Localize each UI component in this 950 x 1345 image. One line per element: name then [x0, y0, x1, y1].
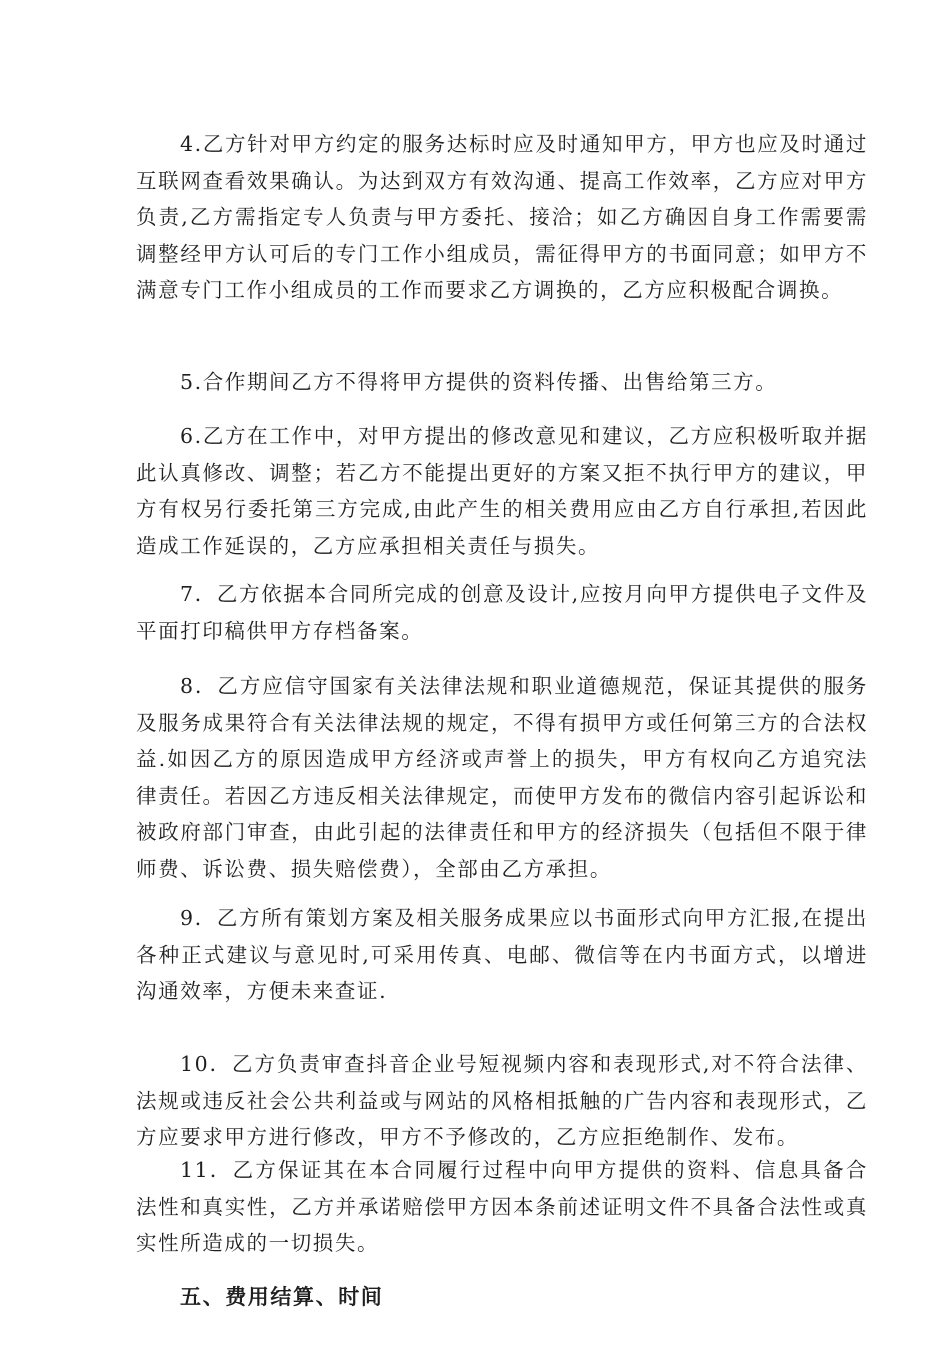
- clause-6: 6.乙方在工作中，对甲方提出的修改意见和建议，乙方应积极听取并据此认真修改、调整；若乙方不能提出更好的方案又拒不执行甲方的建议，甲方有权另行委托第三方完成,由此产生的相关费用应由乙方自行承担,若因此造成工作延误的，乙方应承担相关责任与损失。: [136, 424, 868, 558]
- section-heading: 五、费用结算、时间: [180, 1284, 384, 1309]
- clause-8: 8．乙方应信守国家有关法律法规和职业道德规范，保证其提供的服务及服务成果符合有关法律法规的规定，不得有损甲方或任何第三方的合法权益.如因乙方的原因造成甲方经济或声誉上的损失，甲方有权向乙方追究法律责任。若因乙方违反相关法律规定，而使甲方发布的微信内容引起诉讼和被政府部门审查，由此引起的法律责任和甲方的经济损失（包括但不限于律师费、诉讼费、损失赔偿费），全部由乙方承担。: [136, 674, 868, 881]
- clause-4: 4.乙方针对甲方约定的服务达标时应及时通知甲方，甲方也应及时通过互联网查看效果确认。为达到双方有效沟通、提高工作效率，乙方应对甲方负责,乙方需指定专人负责与甲方委托、接洽；如乙方确因自身工作需要需调整经甲方认可后的专门工作小组成员，需征得甲方的书面同意；如甲方不满意专门工作小组成员的工作而要求乙方调换的，乙方应积极配合调换。: [136, 132, 868, 303]
- clause-10: 10．乙方负责审查抖音企业号短视频内容和表现形式,对不符合法律、法规或违反社会公共利益或与网站的风格相抵触的广告内容和表现形式，乙方应要求甲方进行修改，甲方不予修改的，乙方应拒绝制作、发布。: [136, 1052, 868, 1150]
- clause-5: 5.合作期间乙方不得将甲方提供的资料传播、出售给第三方。: [180, 370, 778, 394]
- clause-11: 11．乙方保证其在本合同履行过程中向甲方提供的资料、信息具备合法性和真实性，乙方并承诺赔偿甲方因本条前述证明文件不具备合法性或真实性所造成的一切损失。: [136, 1158, 868, 1256]
- clause-9: 9．乙方所有策划方案及相关服务成果应以书面形式向甲方汇报,在提出各种正式建议与意见时,可采用传真、电邮、微信等在内书面方式，以增进沟通效率，方便未来查证.: [136, 906, 868, 1004]
- clause-7: 7．乙方依据本合同所完成的创意及设计,应按月向甲方提供电子文件及平面打印稿供甲方存档备案。: [136, 582, 868, 643]
